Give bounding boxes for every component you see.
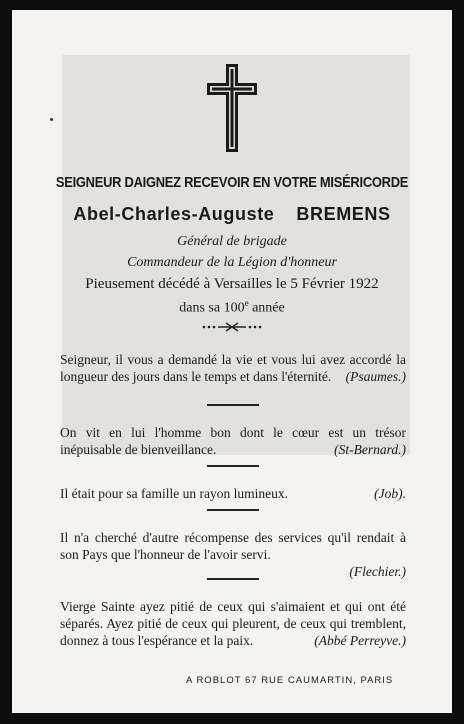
age-prefix: dans sa 100 [179, 300, 245, 316]
flourish-ornament-icon [200, 320, 264, 334]
age-suffix: année [248, 300, 285, 316]
quote-job [60, 485, 406, 502]
deceased-name [0, 204, 464, 225]
paper-speck [50, 118, 53, 121]
quote-abbe-perreyve [60, 598, 406, 649]
quote-text: Seigneur, il vous a demandé la vie et vous lui avez accordé la longueur des jours dans le temps et dans l'éternité. [60, 352, 406, 384]
cross-icon [207, 64, 257, 152]
quote-citation: (Job). [374, 486, 406, 501]
quote-text: On vit en lui l'homme bon dont le cœur est un trésor inépuisable de bienveillance. [60, 425, 406, 457]
prayer-heading: SEIGNEUR DAIGNEZ RECEVOIR EN VOTRE MISÉRICORDE [55, 174, 409, 191]
quote-text: Il n'a cherché d'autre récompense des services qu'il rendait à son Pays que l'honneur de l'avoir servi. [60, 530, 406, 562]
quote-st-bernard [60, 424, 406, 458]
military-rank: Général de brigade [177, 234, 287, 249]
death-notice: Pieusement décédé à Versailles le 5 Février 1922 [85, 276, 379, 292]
quote-text: Vierge Sainte ayez pitié de ceux qui s'aimaient et qui ont été séparés. Ayez pitié de ceux qui pleurent, de ceux qui tremblent, donnez à tous l'espérance et la paix. [60, 599, 406, 648]
quote-citation: (Psaumes.) [345, 369, 406, 384]
age-superscript: e [244, 298, 249, 308]
divider [207, 509, 259, 511]
divider [207, 578, 259, 580]
printer-imprint: A ROBLOT 67 RUE CAUMARTIN, PARIS [186, 675, 394, 686]
given-names: Abel-Charles-Auguste [73, 204, 275, 224]
quote-text: Il était pour sa famille un rayon lumineux. [60, 486, 288, 501]
honour-title: Commandeur de la Légion d'honneur [127, 255, 337, 270]
quote-citation: (St-Bernard.) [334, 442, 406, 457]
quote-citation: (Abbé Perreyve.) [314, 633, 406, 648]
family-name: BREMENS [296, 204, 391, 224]
age-line [0, 298, 464, 317]
divider [207, 465, 259, 467]
quote-citation: (Flechier.) [349, 564, 406, 579]
quote-flechier [60, 529, 406, 580]
quote-psalms [60, 351, 406, 385]
divider [207, 404, 259, 406]
